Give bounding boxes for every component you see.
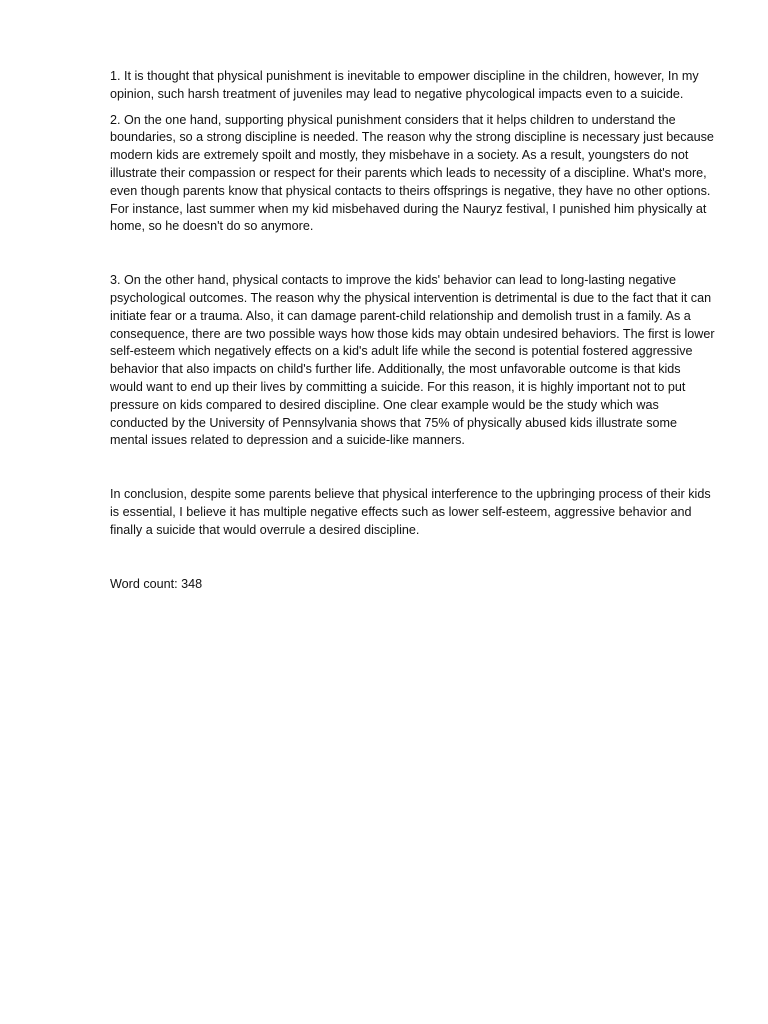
paragraph-conclusion: In conclusion, despite some parents believe that physical interference to the upbringing process of their kids is essential, I believe it has multiple negative effects such as lower self-esteem, aggressive behavior and finally a suicide that would overrule a desired discipline. [110,487,711,537]
paragraph-body-one: 2. On the one hand, supporting physical punishment considers that it helps children to understand the boundaries, so a strong discipline is needed. The reason why the strong discipline is necessary just because modern kids are extremely spoilt and mostly, they misbehave in a society. As a result, youngsters do not illustrate their compassion or respect for their parents which leads to necessity of a discipline. What's more, even though parents know that physical contacts to theirs offsprings is negative, they have no other options. For instance, last summer when my kid misbehaved during the Nauryz festival, I punished him physically at home, so he doesn't do so anymore. [110,112,714,234]
document-page [110,68,716,601]
paragraph-body-two: 3. On the other hand, physical contacts to improve the kids' behavior can lead to long-lasting negative psychological outcomes. The reason why the physical intervention is detrimental is due to the fact that it can initiate fear or a trauma. Also, it can damage parent-child relationship and demolish trust in a family. As a consequence, there are two possible ways how those kids may obtain undesired behaviors. The first is lower self-esteem which negatively effects on a kid's adult life while the second is potential fostered aggressive behavior that also impacts on child's further life. Additionally, the most unfavorable outcome is that kids would want to end up their lives by committing a suicide. For this reason, it is highly important not to put pressure on kids compared to desired discipline. One clear example would be the study which was conducted by the University of Pennsylvania shows that 75% of physically abused kids illustrate some mental issues related to depression and a suicide-like manners. [110,273,715,448]
word-count: Word count: 348 [110,576,203,591]
paragraph-introduction: 1. It is thought that physical punishment is inevitable to empower discipline in the children, however, In my opinion, such harsh treatment of juveniles may lead to negative phycological impacts even to a suicide. [110,69,699,101]
